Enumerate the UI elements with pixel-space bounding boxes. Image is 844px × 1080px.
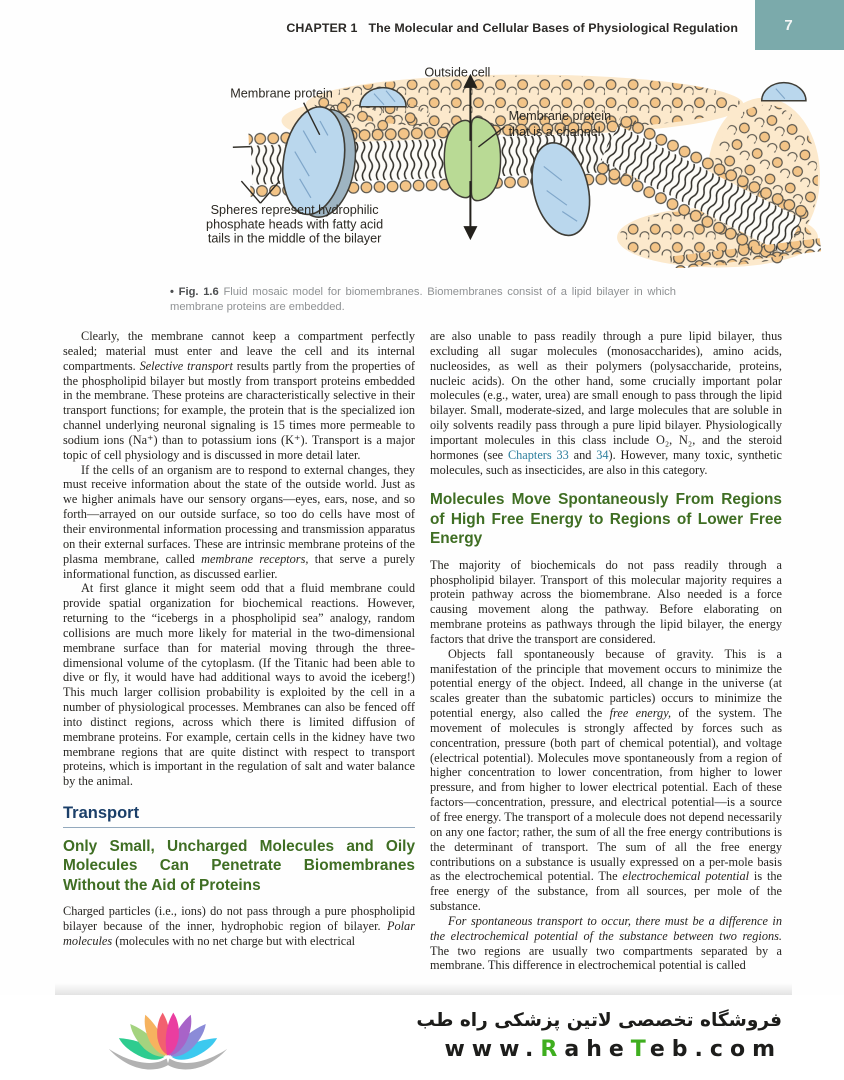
website-url[interactable] <box>416 1037 782 1062</box>
label-channel-line1: Membrane protein <box>508 108 612 123</box>
chapter-label: CHAPTER 1 <box>286 21 358 35</box>
text-segment: results partly from the properties of the phospholipid bilayer but mostly from transport proteins embedded in the membrane. These proteins are characteristically selective in their transport functions; for example, the protein that is the specialized ion channel underlying neuronal signaling is 15 times more permeable to sodium ions (Na⁺) than to potassium ions (K⁺). Transport is a major topic of cell physiology and is discussed in more detail later. <box>63 358 415 462</box>
text-segment: electrochemical potential <box>622 869 750 884</box>
right-column <box>430 329 782 995</box>
body-paragraph <box>63 581 415 789</box>
text-segment: is the free energy of the substance, from all sources, per mole of the substance. <box>430 869 782 914</box>
text-segment: ahe <box>564 1037 631 1062</box>
text-segment: The two regions are usually two compartments separated by a membrane. This difference in electrochemical potential is called <box>430 943 782 973</box>
text-segment: At first glance it might seem odd that a fluid membrane could provide spatial organization for biochemical reactions. However, returning to the “icebergs in a phospholipid sea” analogy, random collisions are much more likely for material in the two-dimensional membrane surface than for material moving through the three-dimensional volume of the cytoplasm. (If the Titanic had been able to dive or fly, it would have had additional ways to avoid the iceberg!) This much larger collision probability is exploited by the cell in a number of physiological processes. Membranes can also be fenced off into distinct regions, across which there is limited diffusion of membrane proteins. For example, certain cells in the kidney have two membrane regions that are quite distinct with respect to transport proteins, which is important in the regulation of salt and water balance by the animal. <box>63 581 415 789</box>
text-segment: Selective transport <box>139 358 233 373</box>
text-segment: If the cells of an organism are to respond to external changes, they must receive information about the state of the outside world. Just as we higher animals have our sensory organs—eyes, ears, nose, and so forth—arrayed on our outside surface, so too do cells have most of their environmental information processing and transmission apparatus on their external surfaces. These are intrinsic membrane proteins of the plasma membrane, called <box>63 462 415 566</box>
store-name-persian: فروشگاه تخصصی لاتین پزشکی راه طب <box>416 1010 782 1031</box>
text-segment: Polar molecules <box>63 919 415 948</box>
text-segment: free energy, <box>609 706 672 721</box>
text-segment: (molecules with no net charge but with electrical <box>112 933 356 948</box>
body-paragraph <box>430 329 782 477</box>
footer-band <box>0 995 844 1080</box>
chapter-cross-reference-link[interactable]: Chapters 33 <box>507 447 569 462</box>
body-paragraph <box>63 329 415 463</box>
caption-bullet: • <box>170 286 174 299</box>
text-segment: and <box>568 447 597 462</box>
label-channel-line2: that is a channel <box>508 124 601 139</box>
body-paragraph <box>430 558 782 647</box>
raheteb-book-logo <box>68 1003 268 1080</box>
page-number-box <box>755 0 844 50</box>
footer-text-block <box>416 1009 782 1062</box>
body-paragraph <box>63 463 415 582</box>
text-segment: are also unable to pass readily through a pure lipid bilayer, thus excluding all sugar molecules (monosaccharides), amino acids, nucleosides, as well as their polymers (polysaccharide, proteins, nucleic acids). On the other hand, some crucially important polar molecules (e.g., water, urea) are small enough to pass through the lipid bilayer. Small, moderate-sized, and large molecules that are soluble in oily solvents readily pass through a pure lipid bilayer. Physiologically important molecules in this class include O₂, N₂, and the steroid hormones (see <box>430 329 782 462</box>
figure-caption <box>170 285 676 314</box>
text-segment: www. <box>444 1037 541 1062</box>
text-segment: R <box>540 1037 565 1062</box>
left-column <box>63 329 415 995</box>
text-segment: Clearly, the membrane cannot keep a compartment perfectly sealed; material must enter and leave the cell and its internal compartments. <box>63 329 415 373</box>
chapter-cross-reference-link[interactable]: 34 <box>596 447 609 462</box>
body-paragraph <box>63 904 415 949</box>
text-segment: eb.com <box>649 1037 782 1062</box>
subheading-only-small-molecules: Only Small, Uncharged Molecules and Oily Molecules Can Penetrate Biomembranes Without the Aid of Proteins <box>63 838 415 894</box>
channel-protein <box>444 117 500 200</box>
subheading-molecules-move-spontaneously: Molecules Move Spontaneously From Regions of High Free Energy to Regions of Lower Free Energy <box>430 491 782 548</box>
open-book-logo-icon <box>68 1003 268 1077</box>
scan-cut-band <box>55 983 792 995</box>
body-paragraph <box>430 647 782 914</box>
text-segment: ). However, many toxic, synthetic molecules, such as insecticides, are also in this category. <box>430 447 782 477</box>
text-segment: membrane receptors, <box>201 551 309 566</box>
text-segment: of the system. The movement of molecules is strongly affected by forces such as concentration, pressure (both part of chemical potential), and voltage (electrical potential). Molecules move spontaneously from a region of higher concentration to lower concentration, from higher to lower pressure, and from higher to lower electrical potential. Each of these factors—concentration, pressure, and electrical potential—is a source of free energy. The transport of a molecule does not depend necessarily on any one factor; rather, the sum of all the free energy contributions is the determinant of transport. The sum of all the free energy contributions on a substance is usually expressed on a per-mole basis as the electrochemical potential. The <box>430 706 782 884</box>
text-segment: The majority of biochemicals do not pass readily through a phospholipid bilayer. Transport of this molecular majority requires a protein pathway across the biomembrane. Also needed is a force causing movement along the pathway. Before elaborating on membrane proteins as pathways through the lipid bilayer, the energy factors that drive the transport are considered. <box>430 557 782 646</box>
text-segment: Charged particles (i.e., ions) do not pass through a pure phospholipid bilayer because of the inner, hydrophobic region of bilayer. <box>63 904 415 934</box>
page-number: 7 <box>784 16 793 34</box>
label-membrane-protein: Membrane protein <box>230 86 333 101</box>
figure-1-6-illustration <box>163 60 821 268</box>
running-header <box>286 21 738 35</box>
text-segment: For spontaneous transport to occur, there must be a difference in the electrochemical potential of the substance between two regions. <box>430 913 782 943</box>
text-segment: T <box>630 1037 650 1062</box>
label-spheres-line3: tails in the middle of the bilayer <box>207 231 382 246</box>
section-heading-transport: Transport <box>63 806 415 828</box>
label-spheres-line2: phosphate heads with fatty acid <box>206 217 384 232</box>
label-spheres-line1: Spheres represent hydrophilic <box>210 203 379 218</box>
biomembrane-diagram <box>163 60 821 268</box>
body-paragraph <box>430 914 782 973</box>
text-segment: that serve a purely informational function, as discussed earlier. <box>63 551 415 581</box>
caption-text: Fluid mosaic model for biomembranes. Biomembranes consist of a lipid bilayer in which membrane proteins are embedded. <box>170 286 676 313</box>
caption-label: Fig. 1.6 <box>178 286 219 299</box>
chapter-title: The Molecular and Cellular Bases of Physiological Regulation <box>368 21 738 35</box>
label-outside-cell: Outside cell <box>424 65 491 80</box>
text-segment: Objects fall spontaneously because of gravity. This is a manifestation of the principle that movement occurs to minimize the potential energy of the object. Indeed, all change in the universe (at scales greater than the subatomic particles) occurs to minimize the potential energy, also called the <box>430 646 782 721</box>
